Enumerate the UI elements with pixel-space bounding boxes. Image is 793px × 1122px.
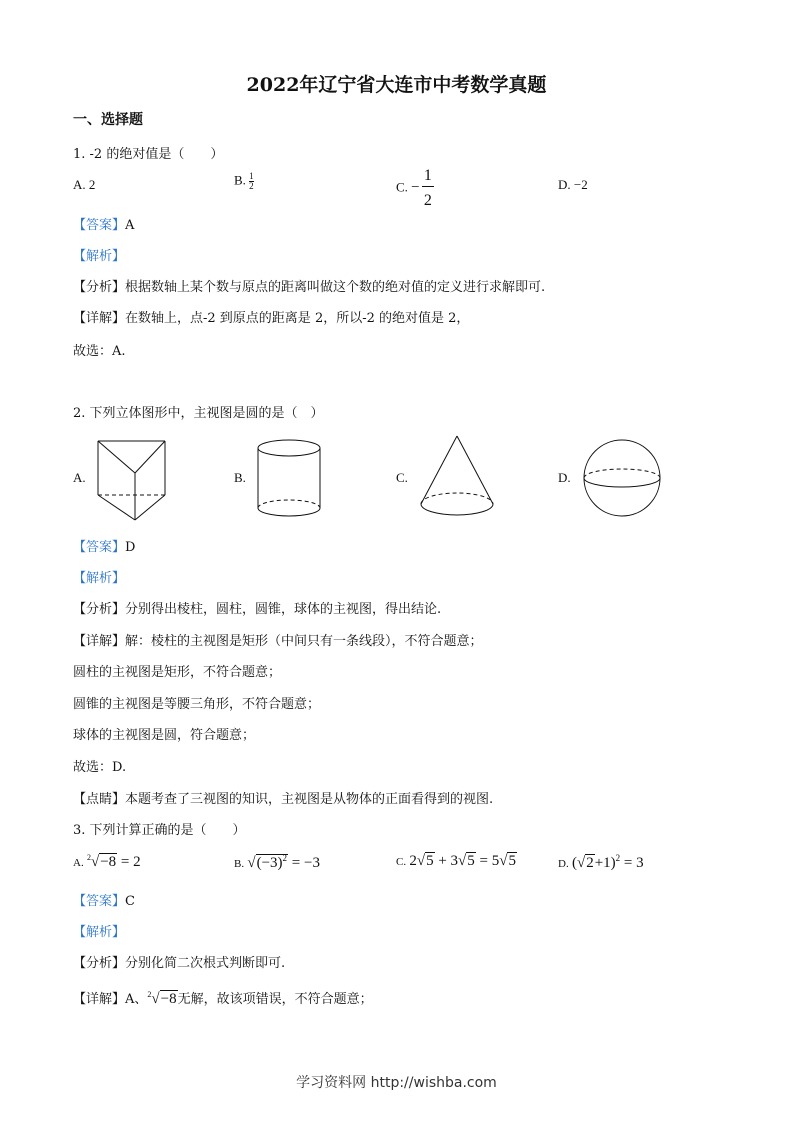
q1-option-b [234,172,254,191]
fenxi-tag: 【分析】 [73,280,126,295]
radicand: −8 [100,854,117,870]
rhs: = −3 [291,855,320,871]
sphere-figure [582,438,662,518]
q1-option-c [396,166,433,211]
equals-term: = 5 [479,853,500,869]
root-expression: $^2$√−8 [147,990,177,1007]
q2-analysis-tag: 【解析】 [73,571,126,586]
answer-tag: 【答案】 [73,894,126,909]
option-value: −2 [573,177,588,192]
q2-answer [73,536,135,555]
answer-tag: 【答案】 [73,218,126,233]
numerator: 1 [249,171,254,181]
root-index: 2 [86,853,91,862]
prism-figure [95,438,170,523]
q2-option-c-label: C. [396,470,408,485]
option-letter: B. [234,858,245,870]
denominator: 2 [249,181,254,191]
q1-option-d [558,177,588,193]
q1-detail [73,307,469,326]
fenxi-tag: 【分析】 [73,602,126,617]
open-paren: ( [571,855,577,871]
q3-option-d [558,853,644,872]
detail-tag: 【详解】 [73,992,126,1007]
radicand: 2 [586,855,594,871]
expression: $√(-3)^2 = -3$ [247,853,320,871]
option-letter: B. [234,172,246,188]
q2-option-a-label: A. [73,470,86,485]
q2-option-d-label: D. [558,470,571,485]
root-index: 2 [147,990,152,999]
q2-option-b-label: B. [234,470,246,485]
rhs: = 2 [120,854,141,870]
option-letter: A. [73,857,84,869]
section-heading: 一、选择题 [73,112,143,128]
q2-stem: 2. 下列立体图形中，主视图是圆的是（ ） [73,406,324,421]
q1-stem: 1. -2 的绝对值是（ ） [73,147,224,162]
fenxi-tag: 【分析】 [73,956,126,971]
q3-detail [73,988,373,1008]
fraction [423,166,433,211]
q2-detail-line-3: 球体的主视图是圆，符合题意； [73,728,256,743]
footer-watermark: 学习资料网 http://wishba.com [296,1075,497,1091]
q1-analysis-tag: 【解析】 [73,249,126,264]
q2-detail-line-1: 圆柱的主视图是矩形，不符合题意； [73,665,282,680]
expression: $(√2+1)^2 = 3$ [571,853,644,871]
minus-sign: − [411,179,420,196]
radicand-base: (−3) [256,855,283,871]
q2-detail [73,630,483,649]
cylinder-figure [256,438,326,520]
option-letter: C. [396,179,408,195]
answer-value: C [125,894,135,909]
q3-option-c [396,853,517,870]
q3-stem: 3. 下列计算正确的是（ ） [73,823,246,838]
exponent: 2 [282,853,288,863]
detail-rest: 无解，故该项错误，不符合题意； [177,992,373,1007]
q1-choose: 故选：A. [73,344,126,359]
dianjing-tag: 【点睛】 [73,792,126,807]
q1-fenxi [73,276,545,295]
page-title: 2022年辽宁省大连市中考数学真题 [246,74,547,96]
radicand-2: 5 [467,853,475,869]
radicand-1: 5 [426,853,434,869]
radicand-3: 5 [508,853,516,869]
expression: 2√5 + 3√5 = 5√5 [409,853,516,869]
expression: $^2$√−8 = 2 [86,853,141,870]
plus-term: + 3 [438,853,459,869]
plus-one: +1) [594,855,616,871]
numerator: 1 [423,167,432,184]
option-letter: D. [558,177,571,192]
q2-fenxi [73,598,441,617]
q2-detail-line-2: 圆锥的主视图是等腰三角形，不符合题意； [73,697,321,712]
detail-tag: 【详解】 [73,634,126,649]
detail-a: A、 [125,992,148,1007]
detail-text: 解：棱柱的主视图是矩形（中间只有一条线段），不符合题意； [125,634,483,649]
answer-value: A [125,218,135,233]
dianjing-text: 本题考查了三视图的知识，主视图是从物体的正面看得到的视图. [125,792,494,807]
rhs: = 3 [623,855,644,871]
q1-answer [73,214,134,233]
detail-text: 在数轴上，点-2 到原点的距离是 2，所以-2 的绝对值是 2， [125,311,470,326]
fenxi-text: 分别化简二次根式判断即可. [125,956,286,971]
radicand [256,854,288,871]
option-letter: D. [558,858,569,870]
q3-option-a [73,853,141,871]
fenxi-text: 分别得出棱柱，圆柱，圆锥，球体的主视图，得出结论. [125,602,442,617]
q3-fenxi [73,952,285,971]
fraction [249,172,254,191]
cone-figure [418,434,496,520]
radicand: −8 [160,991,177,1007]
option-letter: A. [73,177,86,192]
q2-choose: 故选：D. [73,760,127,775]
option-letter: C. [396,856,407,868]
denominator: 2 [423,192,432,209]
answer-tag: 【答案】 [73,540,126,555]
q1-option-a [73,177,95,193]
answer-value: D [125,540,136,555]
fenxi-text: 根据数轴上某个数与原点的距离叫做这个数的绝对值的定义进行求解即可. [125,280,546,295]
coef-1: 2 [409,853,417,869]
q3-analysis-tag: 【解析】 [73,925,126,940]
q3-answer [73,890,135,909]
q2-dianjing [73,788,493,807]
detail-tag: 【详解】 [73,311,126,326]
option-value: 2 [88,177,96,192]
q3-option-b [234,853,320,872]
exponent: 2 [615,853,621,863]
